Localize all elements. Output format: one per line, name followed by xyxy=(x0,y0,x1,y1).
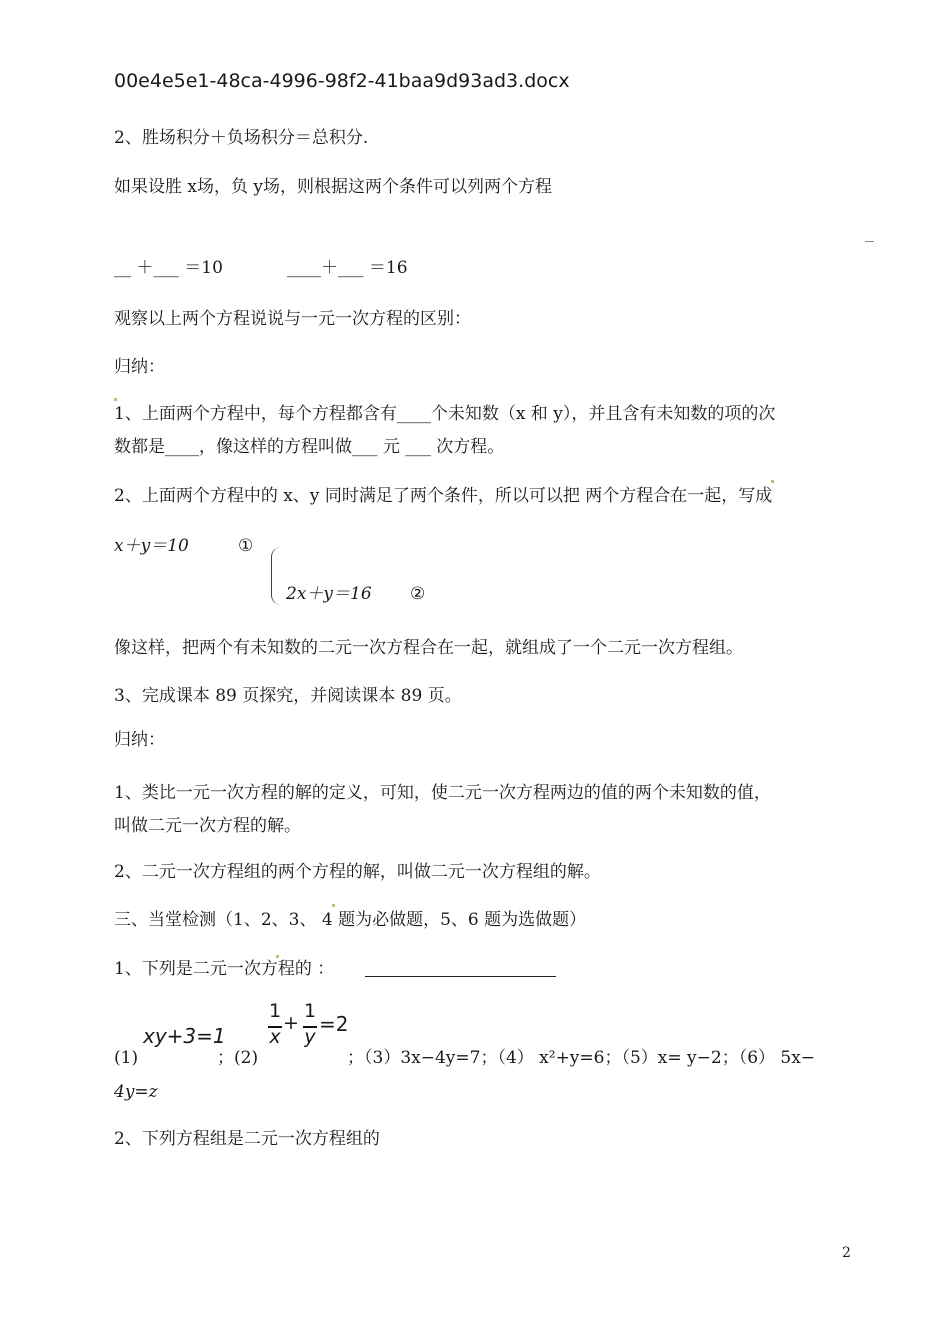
equation-number-2: ② xyxy=(410,584,426,604)
margin-mark xyxy=(865,241,874,242)
question-1: 1、下列是二元一次方程的 ： xyxy=(114,959,335,979)
fraction-denominator-1: x xyxy=(269,1026,281,1048)
equation-blank-1: __ ＋___ ＝10 xyxy=(114,258,223,278)
formula-1: xy+3=1 xyxy=(143,1024,226,1048)
text-line: 数都是____，像这样的方程叫做___ 元 ___ 次方程。 xyxy=(114,437,505,457)
document-filename: 00e4e5e1-48ca-4996-98f2-41baa9d93ad3.docx xyxy=(114,70,570,92)
text-line: 2、上面两个方程中的 x、y 同时满足了两个条件，所以可以把 两个方程合在一起，写成 xyxy=(114,486,773,506)
edit-marker xyxy=(332,904,335,907)
text-line: 像这样，把两个有未知数的二元一次方程合在一起，就组成了一个二元一次方程组。 xyxy=(114,638,743,658)
options-3-6: ；（3）3x−4y=7；（4） x²+y=6；（5）x= y−2；（6） 5x− xyxy=(347,1048,816,1068)
system-equation-2: 2x＋y＝16 xyxy=(286,584,372,604)
option-1: (1) xyxy=(114,1048,139,1068)
text-line: 叫做二元一次方程的解。 xyxy=(114,816,301,836)
edit-marker xyxy=(114,398,117,401)
fraction-plus: + xyxy=(283,1012,299,1034)
text-line: 1、上面两个方程中，每个方程都含有____个未知数（x 和 y），并且含有未知数的项的次 xyxy=(114,404,776,424)
text-line: 观察以上两个方程说说与一元一次方程的区别： xyxy=(114,309,471,329)
fraction-numerator-1: 1 xyxy=(268,1000,282,1022)
text-line: 2、二元一次方程组的两个方程的解，叫做二元一次方程组的解。 xyxy=(114,862,601,882)
answer-blank xyxy=(365,976,556,977)
page-number: 2 xyxy=(842,1245,851,1261)
edit-marker xyxy=(771,480,774,483)
text-line: 1、类比一元一次方程的解的定义，可知，使二元一次方程两边的值的两个未知数的值， xyxy=(114,783,771,803)
equation-blank-2: ____＋___ ＝16 xyxy=(287,258,408,278)
section-label: 归纳： xyxy=(114,730,165,750)
text-line: 3、完成课本 89 页探究，并阅读课本 89 页。 xyxy=(114,686,462,706)
system-equation-1: x＋y＝10 xyxy=(114,536,189,556)
option-2: ；(2) xyxy=(217,1048,259,1068)
system-brace xyxy=(271,547,282,605)
question-2: 2、下列方程组是二元一次方程组的 xyxy=(114,1129,380,1149)
fraction-numerator-2: 1 xyxy=(303,1000,317,1022)
text-line: 如果设胜 x场，负 y场，则根据这两个条件可以列两个方程 xyxy=(114,177,552,197)
fraction-denominator-2: y xyxy=(304,1026,316,1048)
text-line: 2、胜场积分＋负场积分＝总积分. xyxy=(114,128,369,148)
option-6-continued: 4y=z xyxy=(114,1082,158,1102)
section-label: 归纳： xyxy=(114,357,165,377)
fraction-rhs: =2 xyxy=(319,1012,349,1036)
section-heading: 三、当堂检测（1、2、3、 4 题为必做题，5、6 题为选做题） xyxy=(114,910,587,930)
equation-number-1: ① xyxy=(238,536,254,556)
